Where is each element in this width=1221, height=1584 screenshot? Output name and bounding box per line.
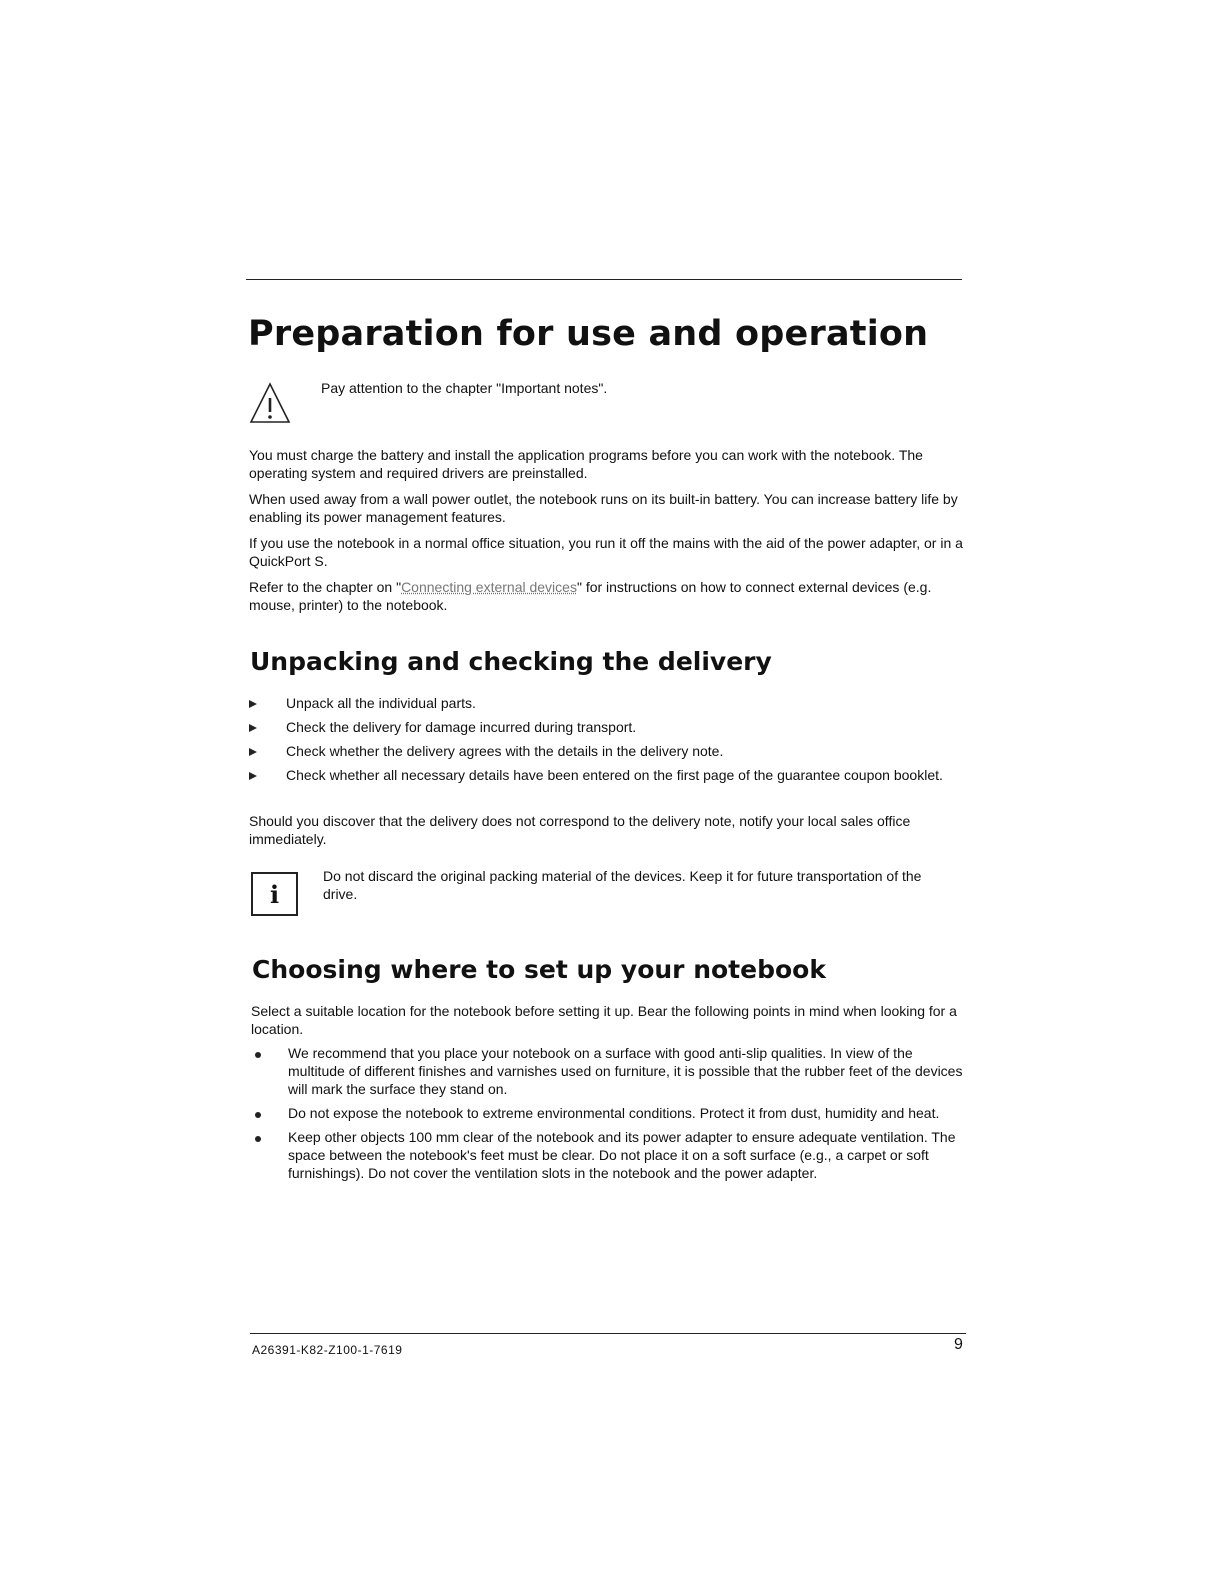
intro-paragraph-2: When used away from a wall power outlet, the notebook runs on its built-in battery. You can increase battery life by enabling its power management features. (249, 491, 958, 525)
info-text: Do not discard the original packing material of the devices. Keep it for future transportation of the drive. (323, 868, 922, 902)
page-title: Preparation for use and operation (248, 314, 929, 354)
bullet-dot-icon (255, 1112, 261, 1118)
page-number: 9 (954, 1336, 963, 1353)
warning-text: Pay attention to the chapter "Important notes". (321, 380, 608, 396)
arrow-bullet-icon (249, 724, 257, 732)
refer-paragraph (249, 578, 964, 614)
location-intro: Select a suitable location for the notebook before setting it up. Bear the following points in mind when looking for a location. (251, 1003, 957, 1037)
list-item: Unpack all the individual parts. (249, 694, 964, 712)
bullet-dot-icon (255, 1052, 261, 1058)
list-item: Check whether all necessary details have been entered on the first page of the guarantee coupon booklet. (249, 766, 964, 784)
connecting-external-devices-link[interactable]: Connecting external devices (401, 579, 577, 595)
top-rule (246, 279, 962, 280)
delivery-note-paragraph: Should you discover that the delivery does not correspond to the delivery note, notify your local sales office immediately. (249, 813, 911, 847)
list-item: Do not expose the notebook to extreme environmental conditions. Protect it from dust, humidity and heat. (251, 1104, 966, 1122)
arrow-bullet-icon (249, 772, 257, 780)
info-icon: i (251, 872, 298, 916)
list-item: Check whether the delivery agrees with the details in the delivery note. (249, 742, 964, 760)
warning-triangle-icon (248, 381, 292, 425)
bottom-rule (250, 1333, 966, 1334)
list-item: We recommend that you place your notebook on a surface with good anti-slip qualities. In view of the multitude of different finishes and varnishes used on furniture, it is possible that the rubber feet of the devices will mark the surface they stand on. (251, 1044, 966, 1098)
list-item: Keep other objects 100 mm clear of the notebook and its power adapter to ensure adequate ventilation. The space between the notebook's feet must be clear. Do not place it on a soft surface (e.g., a carpet or soft furnishings). Do not cover the ventilation slots in the notebook and the power adapter. (251, 1128, 966, 1182)
bullet-dot-icon (255, 1136, 261, 1142)
refer-text-after: " for instructions on how to connect external devices (e.g. mouse, printer) to the notebook. (249, 579, 932, 613)
intro-paragraph-3: If you use the notebook in a normal office situation, you run it off the mains with the aid of the power adapter, or in a QuickPort S. (249, 535, 963, 569)
location-points (251, 1044, 966, 1182)
arrow-bullet-icon (249, 748, 257, 756)
list-item: Check the delivery for damage incurred during transport. (249, 718, 964, 736)
intro-paragraph-1: You must charge the battery and install the application programs before you can work with the notebook. The operating system and required drivers are preinstalled. (249, 447, 923, 481)
unpacking-steps (249, 694, 964, 784)
refer-text-before: Refer to the chapter on " (249, 579, 402, 595)
location-heading: Choosing where to set up your notebook (252, 955, 826, 984)
unpacking-heading: Unpacking and checking the delivery (250, 647, 772, 676)
document-code: A26391-K82-Z100-1-7619 (252, 1343, 403, 1357)
arrow-bullet-icon (249, 700, 257, 708)
